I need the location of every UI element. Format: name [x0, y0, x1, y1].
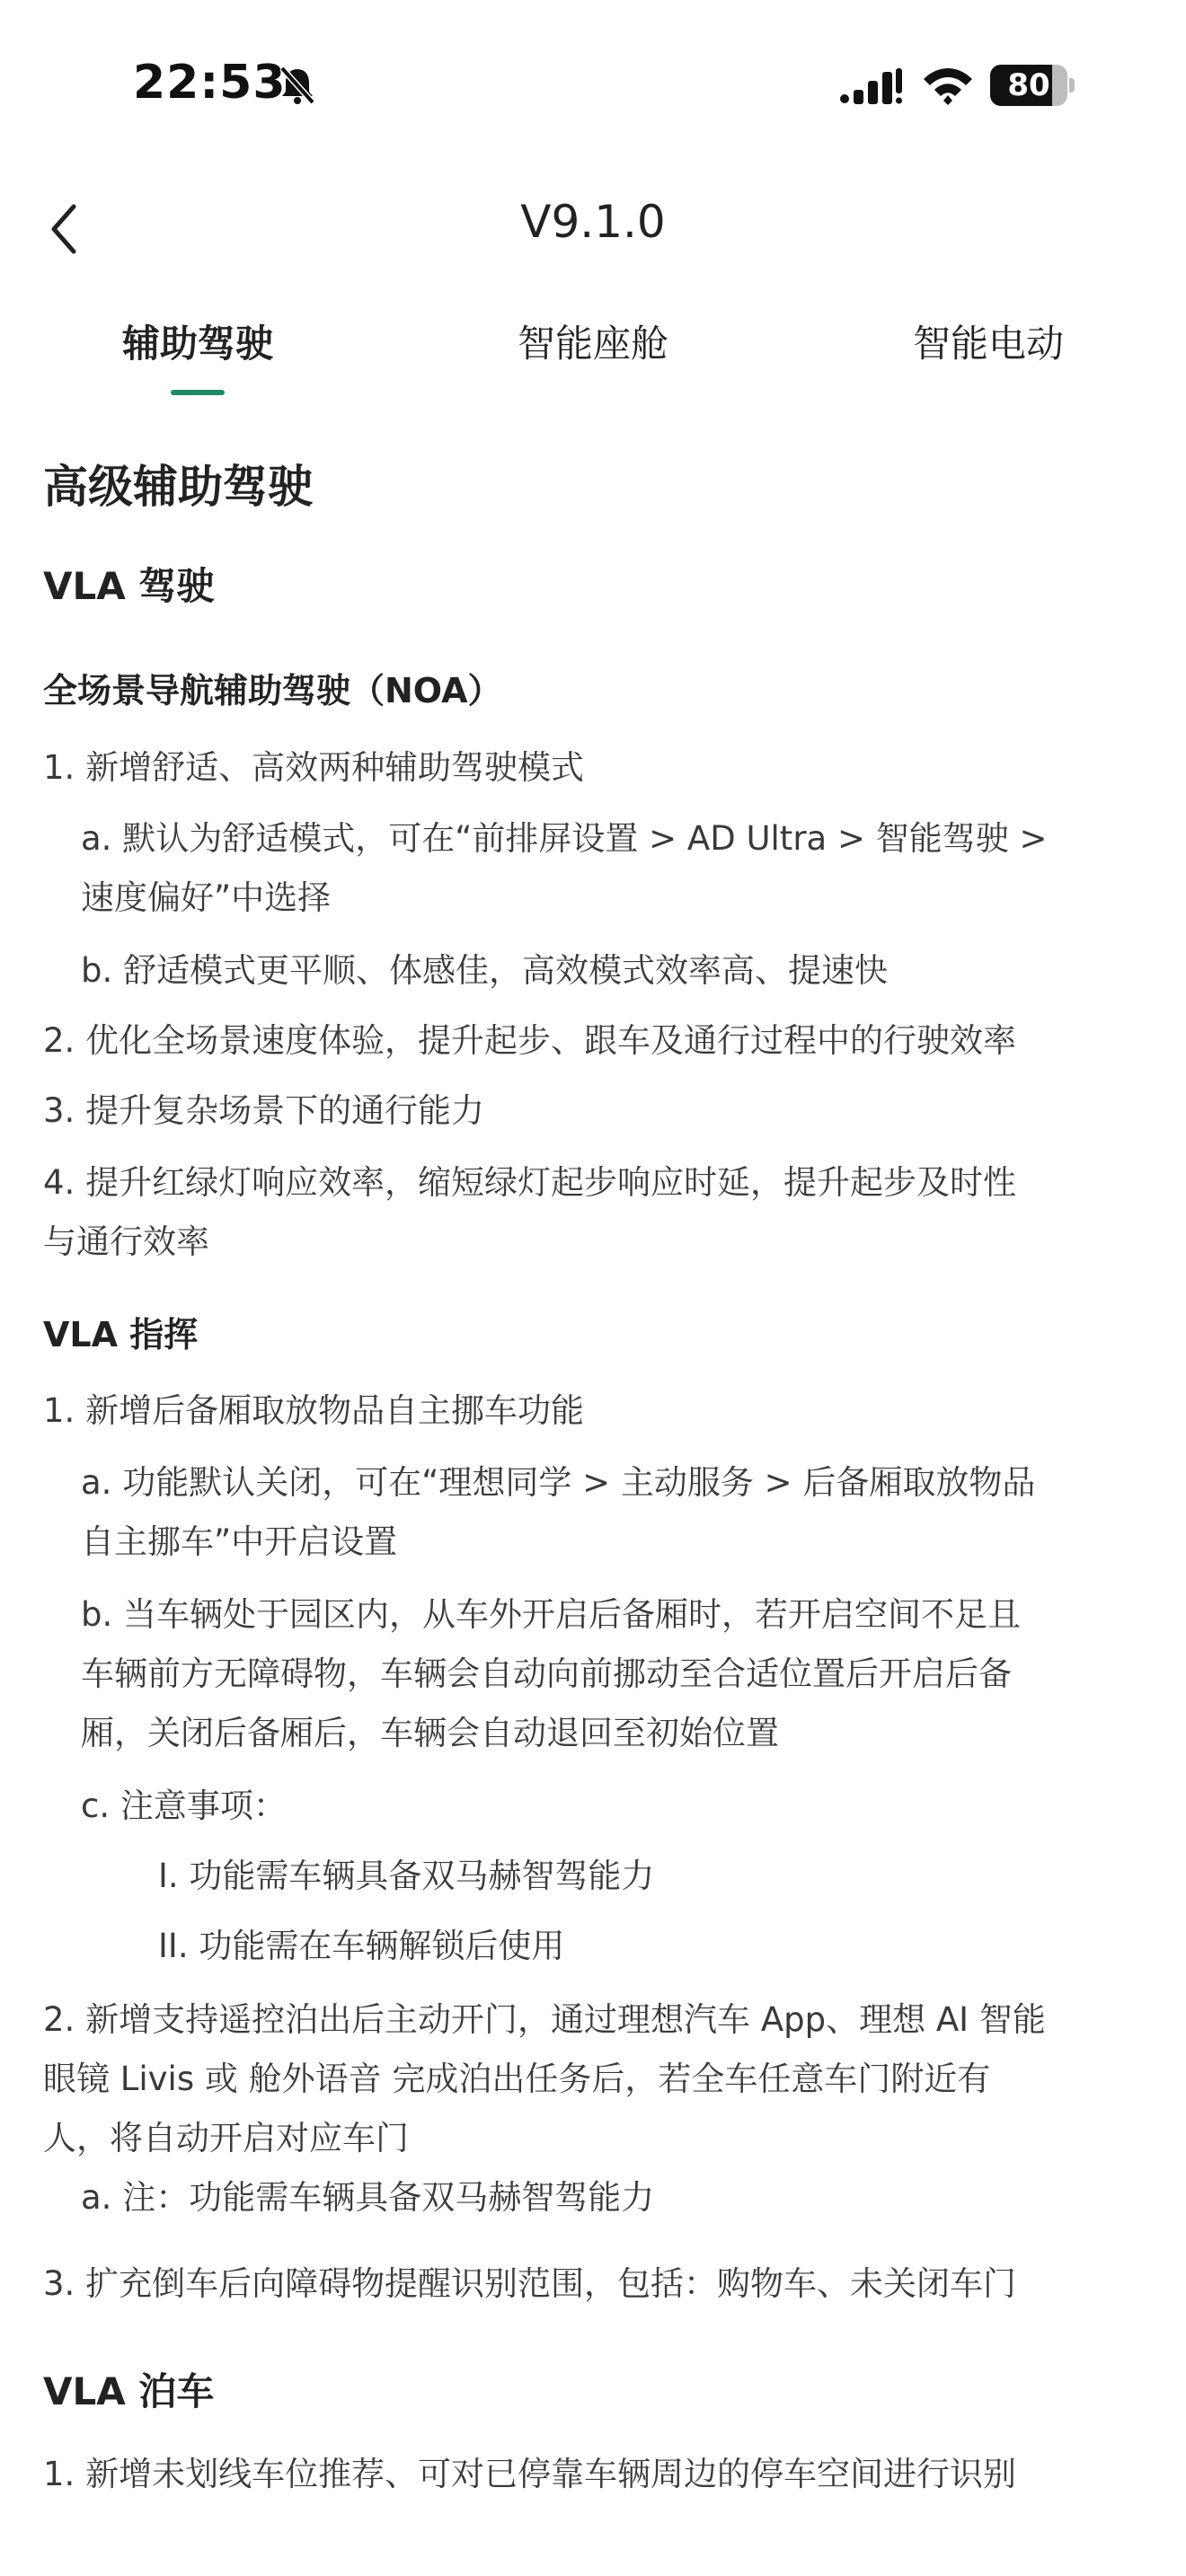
list-item: 眼镜 Livis 或 舱外语音 完成泊出任务后，若全车任意车门附近有 — [43, 2060, 991, 2098]
tab-bar — [0, 314, 1186, 404]
battery-level-text: 80 — [1007, 67, 1050, 103]
list-item: 1. 新增舒适、高效两种辅助驾驶模式 — [43, 748, 585, 787]
active-tab-indicator — [171, 390, 225, 395]
list-item: 人，将自动开启对应车门 — [43, 2119, 409, 2157]
list-item: 2. 新增支持遥控泊出后主动开门，通过理想汽车 App、理想 AI 智能 — [43, 2000, 1046, 2039]
list-item: I. 功能需车辆具备双马赫智驾能力 — [158, 1857, 655, 1895]
cellular-signal-icon — [839, 66, 904, 106]
tab-assisted-driving[interactable]: 辅助驾驶 — [121, 322, 273, 366]
page-title: V9.1.0 — [520, 196, 666, 248]
list-item: II. 功能需在车辆解锁后使用 — [158, 1927, 565, 1965]
list-item: a. 默认为舒适模式，可在“前排屏设置 > AD Ultra > 智能驾驶 > — [81, 819, 1048, 858]
list-item: c. 注意事项： — [81, 1786, 287, 1825]
list-item: a. 注：功能需车辆具备双马赫智驾能力 — [81, 2178, 655, 2217]
section-heading: 高级辅助驾驶 — [43, 461, 313, 513]
subsection-heading: VLA 指挥 — [43, 1315, 199, 1354]
list-item: b. 当车辆处于园区内，从车外开启后备厢时，若开启空间不足且 — [81, 1595, 1022, 1634]
status-bar — [0, 0, 1186, 171]
list-item: 1. 新增后备厢取放物品自主挪车功能 — [43, 1391, 585, 1430]
list-item: 3. 提升复杂场景下的通行能力 — [43, 1091, 485, 1130]
list-item: 车辆前方无障碍物，车辆会自动向前挪动至合适位置后开启后备 — [81, 1654, 1012, 1693]
subsection-heading: VLA 驾驶 — [43, 564, 215, 608]
list-item: 厢，关闭后备厢后，车辆会自动退回至初始位置 — [81, 1714, 779, 1752]
wifi-icon — [922, 65, 974, 106]
subsection-heading: VLA 泊车 — [43, 2369, 215, 2413]
list-item: 2. 优化全场景速度体验，提升起步、跟车及通行过程中的行驶效率 — [43, 1021, 1017, 1060]
list-item: 与通行效率 — [43, 1222, 209, 1261]
list-item: 4. 提升红绿灯响应效率，缩短绿灯起步响应时延，提升起步及时性 — [43, 1163, 1017, 1202]
list-item: 自主挪车”中开启设置 — [81, 1522, 398, 1561]
list-item: 3. 扩充倒车后向障碍物提醒识别范围，包括：购物车、未关闭车门 — [43, 2264, 1017, 2303]
tab-smart-cockpit[interactable]: 智能座舱 — [517, 322, 668, 366]
navigation-bar — [0, 171, 1186, 287]
tab-smart-electric[interactable]: 智能电动 — [912, 322, 1064, 366]
list-item: 速度偏好”中选择 — [81, 878, 332, 917]
list-item: b. 舒适模式更平顺、体感佳，高效模式效率高、提速快 — [81, 951, 889, 990]
bell-muted-icon — [277, 65, 318, 106]
list-item: 1. 新增未划线车位推荐、可对已停靠车辆周边的停车空间进行识别 — [43, 2455, 1017, 2493]
status-time: 22:53 — [133, 56, 287, 110]
feature-heading: 全场景导航辅助驾驶（NOA） — [43, 671, 502, 710]
list-item: a. 功能默认关闭，可在“理想同学 > 主动服务 > 后备厢取放物品 — [81, 1463, 1036, 1502]
battery-indicator — [990, 65, 1076, 106]
